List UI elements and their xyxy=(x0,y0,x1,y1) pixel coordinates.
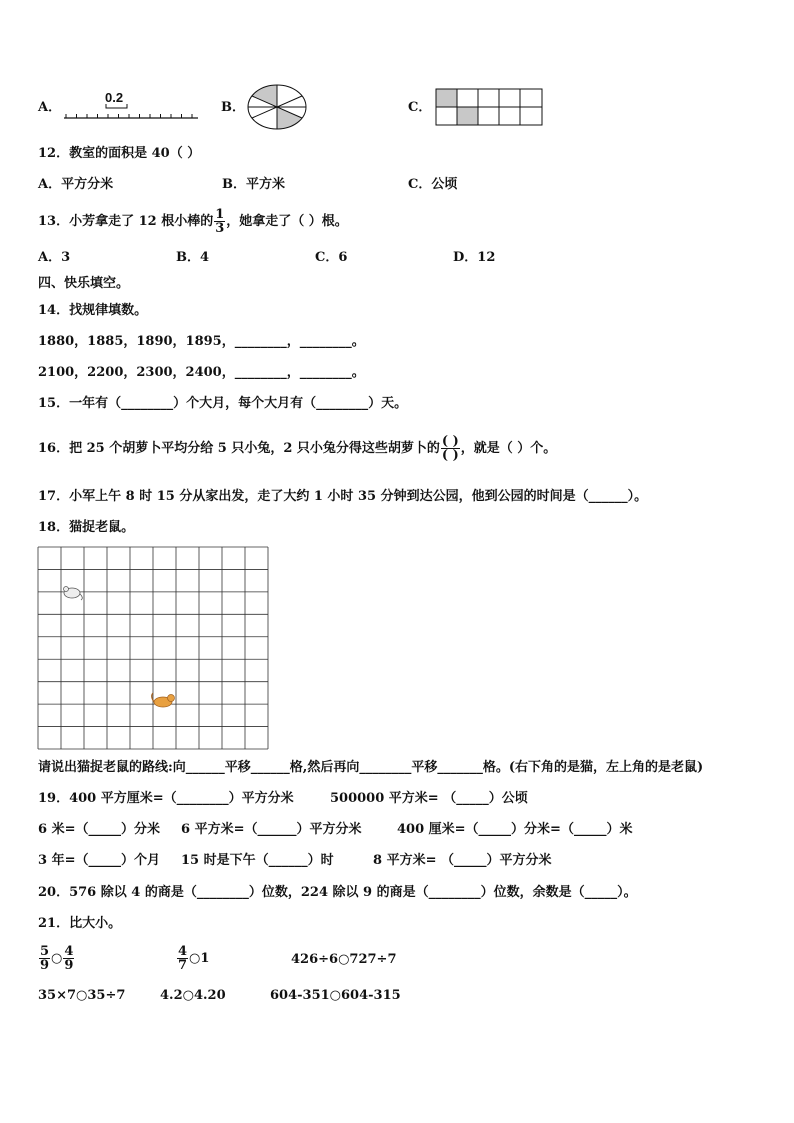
q18-stem: 18．猫捉老鼠。 xyxy=(38,520,135,535)
q19-line1-a: 19．400 平方厘米=（________）平方分米 xyxy=(38,791,294,806)
q13-option-a[interactable]: A．3 xyxy=(38,250,71,265)
q19-line3-a: 3 年=（_____）个月 xyxy=(38,853,160,868)
q18-route-text: 请说出猫捉老鼠的路线:向______平移______格,然后再向________平移_______格。(右下角的是猫，左上角的是老鼠) xyxy=(38,760,704,775)
q21-stem: 21．比大小。 xyxy=(38,916,122,931)
q12-stem: 12．教室的面积是 40（ ） xyxy=(38,146,201,161)
q16-post: ，就是（ ）个。 xyxy=(460,441,557,456)
q21-c2-num: 4 xyxy=(178,944,188,959)
q21-c1-b-num: 4 xyxy=(64,944,74,959)
q19-line3-b: 15 时是下午（______）时 xyxy=(181,853,334,868)
q13-stem xyxy=(38,205,348,239)
q17-text: 17．小军上午 8 时 15 分从家出发，走了大约 1 小时 35 分钟到达公园，他到公园的时间是（______）。 xyxy=(38,489,648,504)
q19-line2-a: 6 米=（_____）分米 xyxy=(38,822,160,837)
q16-frac-den: ( ) xyxy=(441,448,459,463)
q21-c1-frac-a xyxy=(39,945,50,972)
option-b-label: B． xyxy=(221,100,245,115)
q21-c2-den: 7 xyxy=(178,958,188,973)
q21-compare-3: 426÷6○727÷7 xyxy=(291,952,397,967)
q19-line3-c: 8 平方米= （_____）平方分米 xyxy=(373,853,552,868)
option-a-label: A． xyxy=(38,100,62,115)
q16-text xyxy=(38,428,556,470)
q12-option-a[interactable]: A．平方分米 xyxy=(38,177,114,192)
q13-option-b[interactable]: B．4 xyxy=(176,250,210,265)
q19-line2-b: 6 平方米=（______）平方分米 xyxy=(181,822,362,837)
circle-figure xyxy=(246,83,308,131)
q21-c2-rest: ○1 xyxy=(189,951,210,966)
q13-stem-pre: 13．小芳拿走了 12 根小棒的 xyxy=(38,214,214,229)
q21-compare-1 xyxy=(38,942,75,976)
q21-compare-2 xyxy=(176,942,209,976)
q16-frac-num: ( ) xyxy=(441,434,459,449)
q21-c1-b-den: 9 xyxy=(64,958,74,973)
q13-frac-den: 3 xyxy=(215,221,225,236)
q21-c1-op: ○ xyxy=(51,951,63,966)
q12-option-c[interactable]: C．公顷 xyxy=(408,177,458,192)
ruler-figure xyxy=(62,90,202,122)
q13-option-c[interactable]: C．6 xyxy=(315,250,348,265)
q21-c1-frac-b xyxy=(63,945,74,972)
q15-text: 15．一年有（________）个大月，每个大月有（________）天。 xyxy=(38,396,408,411)
q13-option-d[interactable]: D．12 xyxy=(453,250,496,265)
q14-stem: 14．找规律填数。 xyxy=(38,303,148,318)
q12-option-b[interactable]: B．平方米 xyxy=(222,177,285,192)
q20-text: 20．576 除以 4 的商是（________）位数，224 除以 9 的商是（________）位数，余数是（_____）。 xyxy=(38,885,637,900)
q21-c1-a-den: 9 xyxy=(40,958,50,973)
q19-line2-c: 400 厘米=（_____）分米=（_____）米 xyxy=(397,822,633,837)
q19-line1-b: 500000 平方米= （_____）公顷 xyxy=(330,791,528,806)
option-c-label: C． xyxy=(408,100,432,115)
ruler-value-label: 0.2 xyxy=(105,90,124,105)
rect-grid-figure xyxy=(435,88,545,128)
q16-pre: 16．把 25 个胡萝卜平均分给 5 只小兔，2 只小兔分得这些胡萝卜的 xyxy=(38,441,440,456)
q13-frac-num: 1 xyxy=(215,207,225,222)
section-4-heading: 四、快乐填空。 xyxy=(38,276,130,291)
cat-mouse-grid xyxy=(37,546,269,751)
q13-fraction xyxy=(214,208,225,235)
mouse-icon xyxy=(64,587,83,601)
q16-fraction xyxy=(441,435,460,462)
q21-c1-a-num: 5 xyxy=(40,944,50,959)
q21-compare-6: 604-351○604-315 xyxy=(270,988,401,1003)
cat-icon xyxy=(152,693,175,707)
q13-stem-post: ，她拿走了（ ）根。 xyxy=(226,214,348,229)
q14-line-2: 2100，2200，2300，2400，________，________。 xyxy=(38,365,365,380)
q21-c2-frac xyxy=(177,945,188,972)
q21-compare-4: 35×7○35÷7 xyxy=(38,988,126,1003)
q14-line-1: 1880，1885，1890，1895，________，________。 xyxy=(38,334,365,349)
q21-compare-5: 4.2○4.20 xyxy=(160,988,226,1003)
